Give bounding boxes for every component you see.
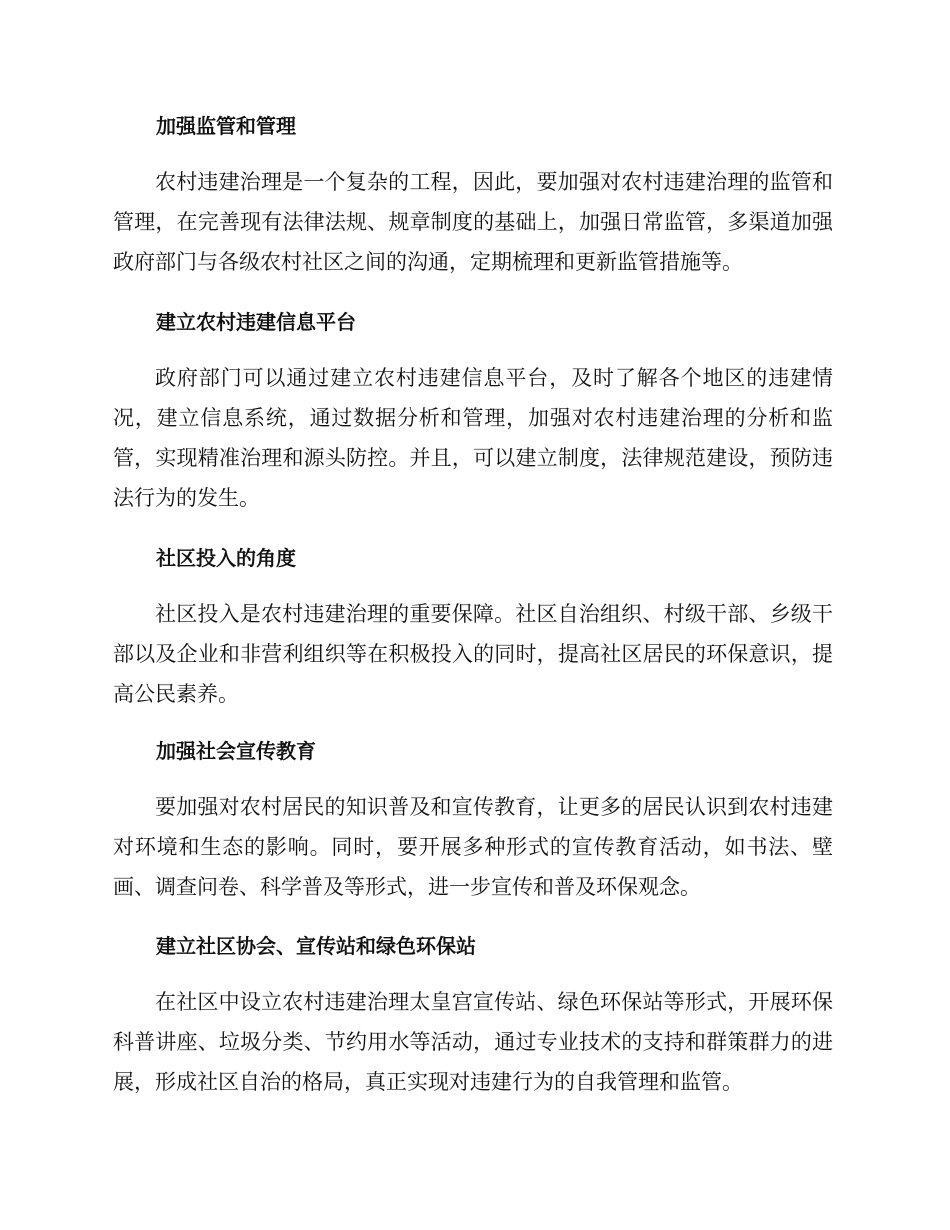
- section-heading: 建立农村违建信息平台: [156, 310, 356, 334]
- section-paragraph: 农村违建治理是一个复杂的工程，因此，要加强对农村违建治理的监管和管理，在完善现有法律法规、规章制度的基础上，加强日常监管，多渠道加强政府部门与各级农村社区之间的沟通，定期梳理和更新监管措施等。: [113, 170, 833, 274]
- section-supervision: [0, 112, 833, 282]
- section-heading: 加强社会宣传教育: [156, 739, 316, 763]
- section-paragraph: 在社区中设立农村违建治理太皇宫宣传站、绿色环保站等形式，开展环保科普讲座、垃圾分类、节约用水等活动，通过专业技术的支持和群策群力的进展，形成社区自治的格局，真正实现对违建行为的自我管理和监管。: [113, 990, 833, 1094]
- section-community-association: [0, 932, 833, 1102]
- section-info-platform: [0, 308, 833, 518]
- section-heading: 建立社区协会、宣传站和绿色环保站: [156, 934, 476, 958]
- section-heading: 社区投入的角度: [156, 546, 296, 570]
- section-publicity-education: [0, 737, 833, 907]
- section-paragraph: 要加强对农村居民的知识普及和宣传教育，让更多的居民认识到农村违建对环境和生态的影响。同时，要开展多种形式的宣传教育活动，如书法、壁画、调查问卷、科学普及等形式，进一步宣传和普及环保观念。: [113, 795, 833, 899]
- section-paragraph: 政府部门可以通过建立农村违建信息平台，及时了解各个地区的违建情况，建立信息系统，通过数据分析和管理，加强对农村违建治理的分析和监管，实现精准治理和源头防控。并且，可以建立制度，法律规范建设，预防违法行为的发生。: [113, 366, 833, 510]
- section-community-input: [0, 544, 833, 714]
- section-paragraph: 社区投入是农村违建治理的重要保障。社区自治组织、村级干部、乡级干部以及企业和非营利组织等在积极投入的同时，提高社区居民的环保意识，提高公民素养。: [113, 602, 833, 706]
- section-heading: 加强监管和管理: [156, 114, 296, 138]
